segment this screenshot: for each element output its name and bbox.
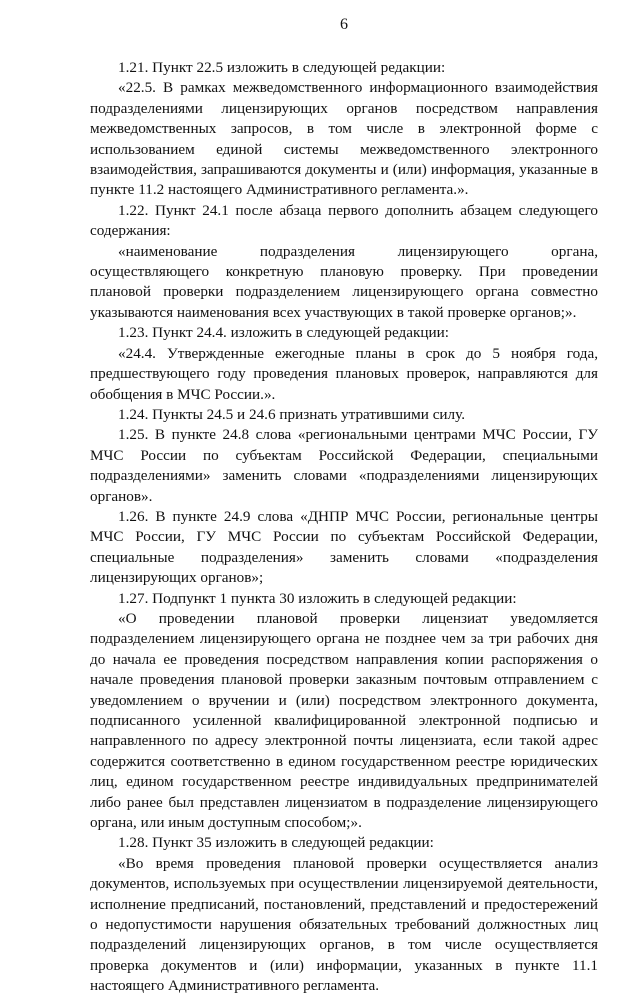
paragraph-1-25: 1.25. В пункте 24.8 слова «региональными центрами МЧС России, ГУ МЧС России по субъектам Российской Федерации, специальными подразделениями» заменить словами «подразделениями лицензирующих органов». bbox=[90, 426, 598, 505]
paragraph-22-5-text: «22.5. В рамках межведомственного информационного взаимодействия подразделениями лицензирующих органов посредством направления межведомственных запросов, в том числе в электронной форме с использованием единой системы межведомственного электронного взаимодействия, запрашиваются документы и (или) информация, указанные в пункте 11.2 настоящего Административного регламента.». bbox=[90, 79, 598, 199]
paragraph-1-24: 1.24. Пункты 24.5 и 24.6 признать утратившими силу. bbox=[118, 405, 466, 423]
page-number: 6 bbox=[340, 16, 348, 33]
paragraph-1-22: 1.22. Пункт 24.1 после абзаца первого дополнить абзацем следующего содержания: bbox=[90, 201, 598, 240]
paragraph-1-26: 1.26. В пункте 24.9 слова «ДНПР МЧС России, региональные центры МЧС России, ГУ МЧС России по субъектам Российской Федерации, специальные подразделения» заменить словами «подразделения лицензирующих органов»; bbox=[90, 507, 598, 587]
paragraph-1-27: 1.27. Подпункт 1 пункта 30 изложить в следующей редакции: bbox=[118, 589, 517, 607]
paragraph-24-4-text: «24.4. Утвержденные ежегодные планы в срок до 5 ноября года, предшествующего году проведения плановых проверок, направляются для обобщения в МЧС России.». bbox=[90, 344, 598, 403]
paragraph-1-28: 1.28. Пункт 35 изложить в следующей редакции: bbox=[118, 834, 434, 852]
paragraph-30-1-text: «О проведении плановой проверки лицензиат уведомляется подразделением лицензирующего органа не позднее чем за три рабочих дня до начала ее проведения посредством направления копии распоряжения о начале проведения плановой проверки заказным почтовым отправлением с уведомлением о вручении и (или) посредством электронного документа, подписанного усиленной квалифицированной электронной подписью и направленного по адресу электронной почты лицензиата, если такой адрес содержится соответственно в едином государственном реестре юридических лиц, едином государственном реестре индивидуальных предпринимателей либо ранее был представлен лицензиатом в подразделение лицензирующего органа, или иным доступным способом;». bbox=[90, 609, 598, 832]
paragraph-35-text: «Во время проведения плановой проверки осуществляется анализ документов, используемых при осуществлении лицензируемой деятельности, исполнение предписаний, постановлений, представлений и предостережений о недопустимости нарушения обязательных требований должностных лиц подразделений лицензирующих органов, в том числе осуществляется проверка документов и (или) информации, указанных в пункте 11.1 настоящего Административного регламента. bbox=[90, 854, 598, 995]
paragraph-1-21: 1.21. Пункт 22.5 изложить в следующей редакции: bbox=[118, 59, 446, 76]
paragraph-24-1-text: «наименование подразделения лицензирующего органа, осуществляющего конкретную плановую проверку. При проведении плановой проверки подразделением лицензирующего органа совместно указываются наименования всех участвующих в такой проверке органов;». bbox=[90, 242, 598, 321]
paragraph-1-23: 1.23. Пункт 24.4. изложить в следующей редакции: bbox=[118, 324, 449, 342]
document-body bbox=[90, 58, 598, 997]
